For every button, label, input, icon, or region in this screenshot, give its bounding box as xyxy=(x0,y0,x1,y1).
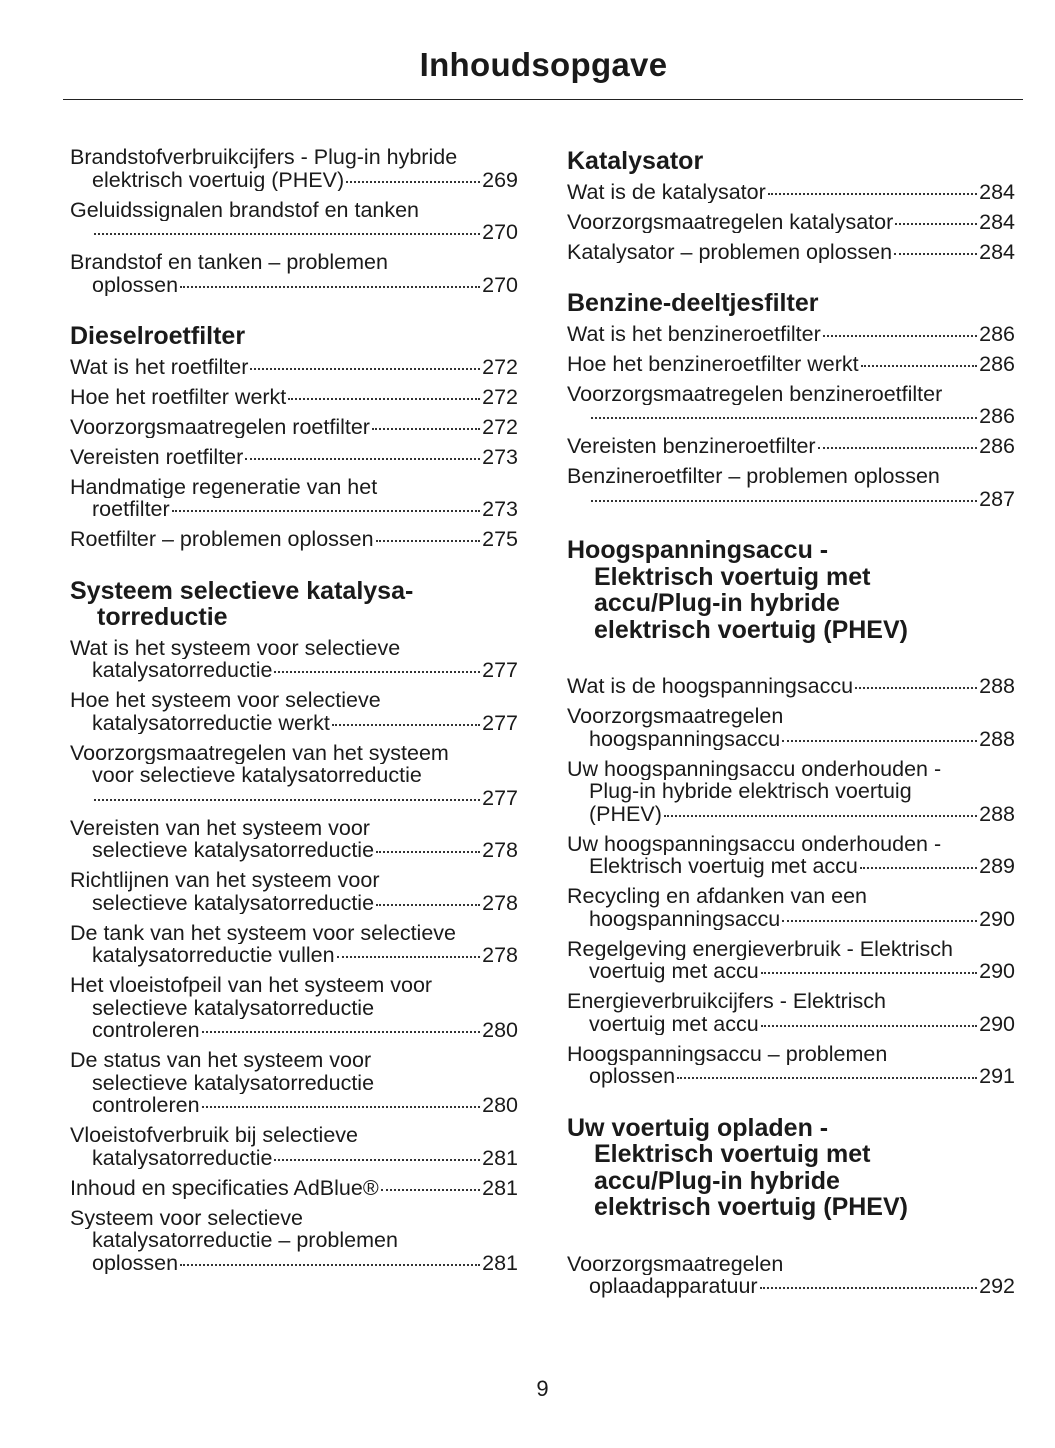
toc-page-number[interactable]: 272 xyxy=(482,415,518,438)
toc-page-number[interactable]: 272 xyxy=(482,385,518,408)
toc-entry-last-line xyxy=(70,1147,518,1170)
toc-entry-text: voertuig met accu xyxy=(589,960,759,983)
toc-page-number[interactable]: 272 xyxy=(482,355,518,378)
toc-entry[interactable] xyxy=(70,1124,518,1169)
dot-leader xyxy=(376,904,480,906)
dot-leader xyxy=(677,1077,977,1079)
toc-page-number[interactable]: 281 xyxy=(482,1176,518,1199)
toc-entry[interactable] xyxy=(567,675,1015,698)
page-number: 9 xyxy=(536,1376,549,1401)
toc-entry[interactable] xyxy=(567,1043,1015,1088)
toc-entry-text: Inhoud en specificaties AdBlue® xyxy=(70,1176,379,1199)
toc-entry-text: Vloeistofverbruik bij selectieve xyxy=(70,1124,358,1147)
toc-page-number[interactable]: 281 xyxy=(482,1146,518,1169)
toc-page-number[interactable]: 277 xyxy=(482,711,518,734)
section-heading-line: elektrisch voertuig (PHEV) xyxy=(594,615,908,644)
toc-entry-text: Vereisten roetfilter xyxy=(70,445,244,468)
section-heading-line: Elektrisch voertuig met xyxy=(594,1140,871,1168)
toc-entry-text: controleren xyxy=(92,1094,200,1117)
toc-entry[interactable] xyxy=(70,1049,518,1117)
dot-leader xyxy=(332,724,480,726)
toc-entry-last-line xyxy=(567,353,1015,376)
dot-leader xyxy=(591,500,977,502)
dot-leader xyxy=(818,447,978,449)
toc-page-number[interactable]: 290 xyxy=(979,1012,1015,1035)
section-heading-line: torreductie xyxy=(97,603,228,631)
toc-page-number[interactable]: 290 xyxy=(979,907,1015,930)
toc-entry-text: Benzineroetfilter – problemen oplossen xyxy=(567,465,940,488)
toc-entry-last-line xyxy=(70,1094,518,1117)
toc-entry[interactable] xyxy=(70,1207,518,1275)
toc-entry[interactable] xyxy=(70,1177,518,1200)
toc-entry[interactable] xyxy=(70,386,518,409)
toc-entry[interactable] xyxy=(567,241,1015,264)
toc-entry-text: Wat is het systeem voor selectieve xyxy=(70,636,401,659)
toc-entry-last-line xyxy=(567,1065,1015,1088)
toc-page-number[interactable]: 269 xyxy=(482,168,518,191)
toc-entry-text: controleren xyxy=(92,1019,200,1042)
toc-entry-text: oplossen xyxy=(92,1251,179,1274)
toc-page-number[interactable]: 286 xyxy=(979,322,1015,345)
toc-entry[interactable] xyxy=(70,742,518,810)
toc-entry-last-line xyxy=(70,169,518,192)
toc-entry[interactable] xyxy=(70,416,518,439)
toc-entry-text: Hoogspanningsaccu – problemen xyxy=(567,1042,888,1065)
toc-entry-last-line xyxy=(70,416,518,439)
toc-entry-text: oplaadapparatuur xyxy=(589,1275,758,1298)
dot-leader xyxy=(761,972,977,974)
toc-entry-last-line xyxy=(567,435,1015,458)
section-heading-line: Benzine-deeltjesfilter xyxy=(567,289,819,317)
toc-entry-text: katalysatorreductie werkt xyxy=(92,711,330,734)
dot-leader xyxy=(823,335,977,337)
title-divider xyxy=(63,99,1023,100)
toc-page-number[interactable]: 286 xyxy=(979,435,1015,458)
toc-page-number[interactable]: 278 xyxy=(482,891,518,914)
toc-entry-text: Voorzorgsmaatregelen benzineroetfilter xyxy=(567,382,943,405)
toc-entry-last-line xyxy=(70,498,518,521)
toc-entry-text: Het vloeistofpeil van het systeem voor xyxy=(70,974,433,997)
toc-page-number[interactable]: 278 xyxy=(482,944,518,967)
toc-entry-last-line xyxy=(70,274,518,297)
toc-entry-last-line xyxy=(567,181,1015,204)
dot-leader xyxy=(274,671,480,673)
toc-entry[interactable] xyxy=(567,758,1015,826)
dot-leader xyxy=(172,510,480,512)
section-heading xyxy=(567,537,1015,643)
dot-leader xyxy=(760,1287,978,1289)
toc-entry-text: Brandstof en tanken – problemen xyxy=(70,251,388,274)
toc-entry-last-line xyxy=(567,803,1015,826)
dot-leader xyxy=(202,1031,481,1033)
dot-leader xyxy=(768,193,977,195)
section-heading xyxy=(70,323,518,350)
toc-entry-text: Wat is de hoogspanningsaccu xyxy=(567,675,854,698)
toc-page-number[interactable]: 270 xyxy=(482,221,518,244)
toc-entry-text: katalysatorreductie xyxy=(92,659,273,682)
toc-entry-last-line xyxy=(567,908,1015,931)
toc-entry-text: voertuig met accu xyxy=(589,1012,759,1035)
toc-entry[interactable] xyxy=(70,476,518,521)
toc-entry[interactable] xyxy=(70,922,518,967)
toc-page-number[interactable]: 284 xyxy=(979,180,1015,203)
toc-page-number[interactable]: 280 xyxy=(482,1019,518,1042)
toc-entry-text: Geluidssignalen brandstof en tanken xyxy=(70,198,420,221)
dot-leader xyxy=(860,867,977,869)
toc-entry-text: Katalysator – problemen oplossen xyxy=(567,240,893,263)
toc-entry[interactable] xyxy=(70,689,518,734)
toc-entry-text: Voorzorgsmaatregelen xyxy=(567,705,784,728)
section-heading xyxy=(70,578,518,631)
toc-page-number[interactable]: 273 xyxy=(482,445,518,468)
toc-entry-text: Uw hoogspanningsaccu onderhouden - xyxy=(567,832,942,855)
toc-entry-text: Systeem voor selectieve xyxy=(70,1206,304,1229)
toc-entry-text: katalysatorreductie – problemen xyxy=(92,1229,398,1252)
toc-entry-last-line xyxy=(567,1013,1015,1036)
toc-entry[interactable] xyxy=(567,990,1015,1035)
toc-entry[interactable] xyxy=(70,974,518,1042)
section-heading-line: elektrisch voertuig (PHEV) xyxy=(594,1193,908,1221)
dot-leader xyxy=(376,540,481,542)
toc-entry-text: Richtlijnen van het systeem voor xyxy=(70,869,380,892)
toc-page-number[interactable]: 270 xyxy=(482,273,518,296)
toc-entry[interactable] xyxy=(567,833,1015,878)
dot-leader xyxy=(372,428,480,430)
toc-entry-text: Energieverbruikcijfers - Elektrisch xyxy=(567,990,887,1013)
toc-page-number[interactable]: 290 xyxy=(979,960,1015,983)
toc-entry-last-line xyxy=(70,386,518,409)
toc-entry[interactable] xyxy=(70,446,518,469)
toc-page-number[interactable]: 286 xyxy=(979,352,1015,375)
dot-leader xyxy=(861,365,978,367)
toc-page-number[interactable]: 275 xyxy=(482,528,518,551)
toc-entry-text: selectieve katalysatorreductie xyxy=(92,996,375,1019)
toc-entry[interactable] xyxy=(70,146,518,191)
toc-entry-text: De status van het systeem voor xyxy=(70,1049,372,1072)
toc-entry-text: selectieve katalysatorreductie xyxy=(92,839,375,862)
section-heading-line: accu/Plug-in hybride xyxy=(594,589,840,617)
toc-page-number[interactable]: 288 xyxy=(979,727,1015,750)
toc-entry-text: Elektrisch voertuig met accu xyxy=(589,855,858,878)
dot-leader xyxy=(381,1189,480,1191)
dot-leader xyxy=(664,815,977,817)
toc-entry-text: selectieve katalysatorreductie xyxy=(92,1071,375,1094)
toc-entry-text: Wat is het benzineroetfilter xyxy=(567,322,821,345)
toc-entry-last-line xyxy=(567,855,1015,878)
toc-entry-last-line xyxy=(567,675,1015,698)
toc-entry-text: oplossen xyxy=(589,1065,676,1088)
toc-entry[interactable] xyxy=(567,211,1015,234)
toc-entry-text: Roetfilter – problemen oplossen xyxy=(70,528,374,551)
toc-entry-last-line xyxy=(70,1019,518,1042)
toc-page-number[interactable]: 278 xyxy=(482,839,518,862)
toc-entry-text: (PHEV) xyxy=(589,802,662,825)
toc-entry[interactable] xyxy=(70,528,518,551)
toc-entry-text: elektrisch voertuig (PHEV) xyxy=(92,168,345,191)
toc-entry-text: Regelgeving energieverbruik - Elektrisch xyxy=(567,937,953,960)
dot-leader xyxy=(337,956,481,958)
section-heading-line: Katalysator xyxy=(567,147,704,175)
toc-entry-last-line xyxy=(567,1275,1015,1298)
toc-page-number[interactable]: 288 xyxy=(979,802,1015,825)
section-heading xyxy=(567,290,1015,317)
toc-entry-text: hoogspanningsaccu xyxy=(589,727,781,750)
toc-entry-last-line xyxy=(567,241,1015,264)
dot-leader xyxy=(274,1159,480,1161)
section-heading-line: accu/Plug-in hybride xyxy=(594,1166,840,1195)
toc-entry[interactable] xyxy=(567,383,1015,428)
toc-entry-text: Hoe het benzineroetfilter werkt xyxy=(567,352,859,375)
dot-leader xyxy=(591,417,977,419)
toc-entry-text: Wat is het roetfilter xyxy=(70,355,249,378)
toc-entry-last-line xyxy=(70,712,518,735)
toc-entry[interactable] xyxy=(567,1253,1015,1298)
dot-leader xyxy=(782,920,977,922)
toc-entry[interactable] xyxy=(567,938,1015,983)
toc-entry-last-line xyxy=(567,728,1015,751)
section-heading-line: Elektrisch voertuig met xyxy=(594,562,871,591)
toc-page-number[interactable]: 287 xyxy=(979,487,1015,510)
section-heading-line: Systeem selectieve katalysa- xyxy=(70,576,414,605)
toc-entry-text: Vereisten van het systeem voor xyxy=(70,816,370,839)
toc-entry[interactable] xyxy=(567,465,1015,510)
toc-entry[interactable] xyxy=(567,181,1015,204)
toc-entry-last-line xyxy=(70,446,518,469)
toc-entry[interactable] xyxy=(567,885,1015,930)
toc-entry[interactable] xyxy=(567,705,1015,750)
toc-entry-text: voor selectieve katalysatorreductie xyxy=(92,764,422,787)
toc-entry-text: katalysatorreductie xyxy=(92,1146,273,1169)
toc-entry-text: selectieve katalysatorreductie xyxy=(92,891,375,914)
toc-entry-last-line xyxy=(567,211,1015,234)
toc-entry-last-line xyxy=(567,405,1015,428)
toc-entry-text: Voorzorgsmaatregelen xyxy=(567,1252,784,1275)
toc-page-number[interactable]: 284 xyxy=(979,210,1015,233)
toc-entry[interactable] xyxy=(70,251,518,296)
toc-entry-last-line xyxy=(70,1177,518,1200)
toc-entry-last-line xyxy=(567,323,1015,346)
toc-entry-text: Voorzorgsmaatregelen van het systeem xyxy=(70,741,449,764)
section-heading xyxy=(567,148,1015,175)
dot-leader xyxy=(94,233,480,235)
dot-leader xyxy=(288,398,480,400)
dot-leader xyxy=(782,740,977,742)
dot-leader xyxy=(94,799,480,801)
toc-entry-text: Vereisten benzineroetfilter xyxy=(567,435,816,458)
toc-entry-text: roetfilter xyxy=(92,498,170,521)
toc-entry-text: Voorzorgsmaatregelen katalysator xyxy=(567,210,894,233)
dot-leader xyxy=(202,1106,481,1108)
toc-entry-last-line xyxy=(70,356,518,379)
toc-entry-last-line xyxy=(70,944,518,967)
toc-page-number[interactable]: 291 xyxy=(979,1065,1015,1088)
toc-entry-text: Plug-in hybride elektrisch voertuig xyxy=(589,780,912,803)
toc-entry[interactable] xyxy=(567,323,1015,346)
dot-leader xyxy=(250,368,480,370)
toc-entry[interactable] xyxy=(70,199,518,244)
toc-entry[interactable] xyxy=(567,435,1015,458)
toc-entry-last-line xyxy=(70,839,518,862)
toc-entry[interactable] xyxy=(70,637,518,682)
toc-entry-last-line xyxy=(70,221,518,244)
toc-page-number[interactable]: 280 xyxy=(482,1094,518,1117)
toc-entry-text: Handmatige regeneratie van het xyxy=(70,475,378,498)
section-heading-line: Hoogspanningsaccu - xyxy=(567,536,829,564)
toc-page-number[interactable]: 284 xyxy=(979,240,1015,263)
dot-leader xyxy=(180,286,480,288)
toc-page-number[interactable]: 277 xyxy=(482,659,518,682)
toc-entry-text: oplossen xyxy=(92,273,179,296)
toc-entry-last-line xyxy=(70,892,518,915)
toc-entry-text: De tank van het systeem voor selectieve xyxy=(70,921,456,944)
toc-page-number[interactable]: 277 xyxy=(482,786,518,809)
dot-leader xyxy=(245,458,480,460)
toc-entry-text: Hoe het systeem voor selectieve xyxy=(70,689,381,712)
toc-entry-text: Hoe het roetfilter werkt xyxy=(70,385,287,408)
toc-entry-text: Wat is de katalysator xyxy=(567,180,766,203)
toc-entry[interactable] xyxy=(567,353,1015,376)
toc-page-number[interactable]: 273 xyxy=(482,498,518,521)
toc-page-number[interactable]: 281 xyxy=(482,1251,518,1274)
toc-entry-text: hoogspanningsaccu xyxy=(589,907,781,930)
dot-leader xyxy=(855,687,977,689)
dot-leader xyxy=(180,1264,480,1266)
dot-leader xyxy=(895,223,977,225)
toc-entry-text: Recycling en afdanken van een xyxy=(567,885,868,908)
toc-entry-text: Uw hoogspanningsaccu onderhouden - xyxy=(567,757,942,780)
page-title: Inhoudsopgave xyxy=(419,46,668,83)
section-heading-line: Dieselroetfilter xyxy=(70,322,246,350)
toc-entry[interactable] xyxy=(70,817,518,862)
toc-page-number[interactable]: 292 xyxy=(979,1275,1015,1298)
toc-page-number[interactable]: 286 xyxy=(979,405,1015,428)
toc-entry-text: Voorzorgsmaatregelen roetfilter xyxy=(70,415,370,438)
toc-right-column xyxy=(567,148,1015,1305)
section-heading xyxy=(567,1115,1015,1221)
toc-entry-last-line xyxy=(567,960,1015,983)
toc-entry-text: Brandstofverbruikcijfers - Plug-in hybride xyxy=(70,146,458,169)
toc-entry-last-line xyxy=(70,528,518,551)
toc-entry-last-line xyxy=(70,1252,518,1275)
section-heading-line: Uw voertuig opladen - xyxy=(567,1113,829,1142)
toc-page-number[interactable]: 288 xyxy=(979,675,1015,698)
toc-entry-last-line xyxy=(567,488,1015,511)
dot-leader xyxy=(376,851,480,853)
toc-entry-last-line xyxy=(70,787,518,810)
toc-entry[interactable] xyxy=(70,869,518,914)
toc-entry-last-line xyxy=(70,659,518,682)
toc-page-number[interactable]: 289 xyxy=(979,855,1015,878)
dot-leader xyxy=(761,1025,977,1027)
toc-entry[interactable] xyxy=(70,356,518,379)
toc-entry-text: katalysatorreductie vullen xyxy=(92,944,335,967)
dot-leader xyxy=(346,181,480,183)
toc-left-column xyxy=(70,146,518,1282)
dot-leader xyxy=(894,253,977,255)
